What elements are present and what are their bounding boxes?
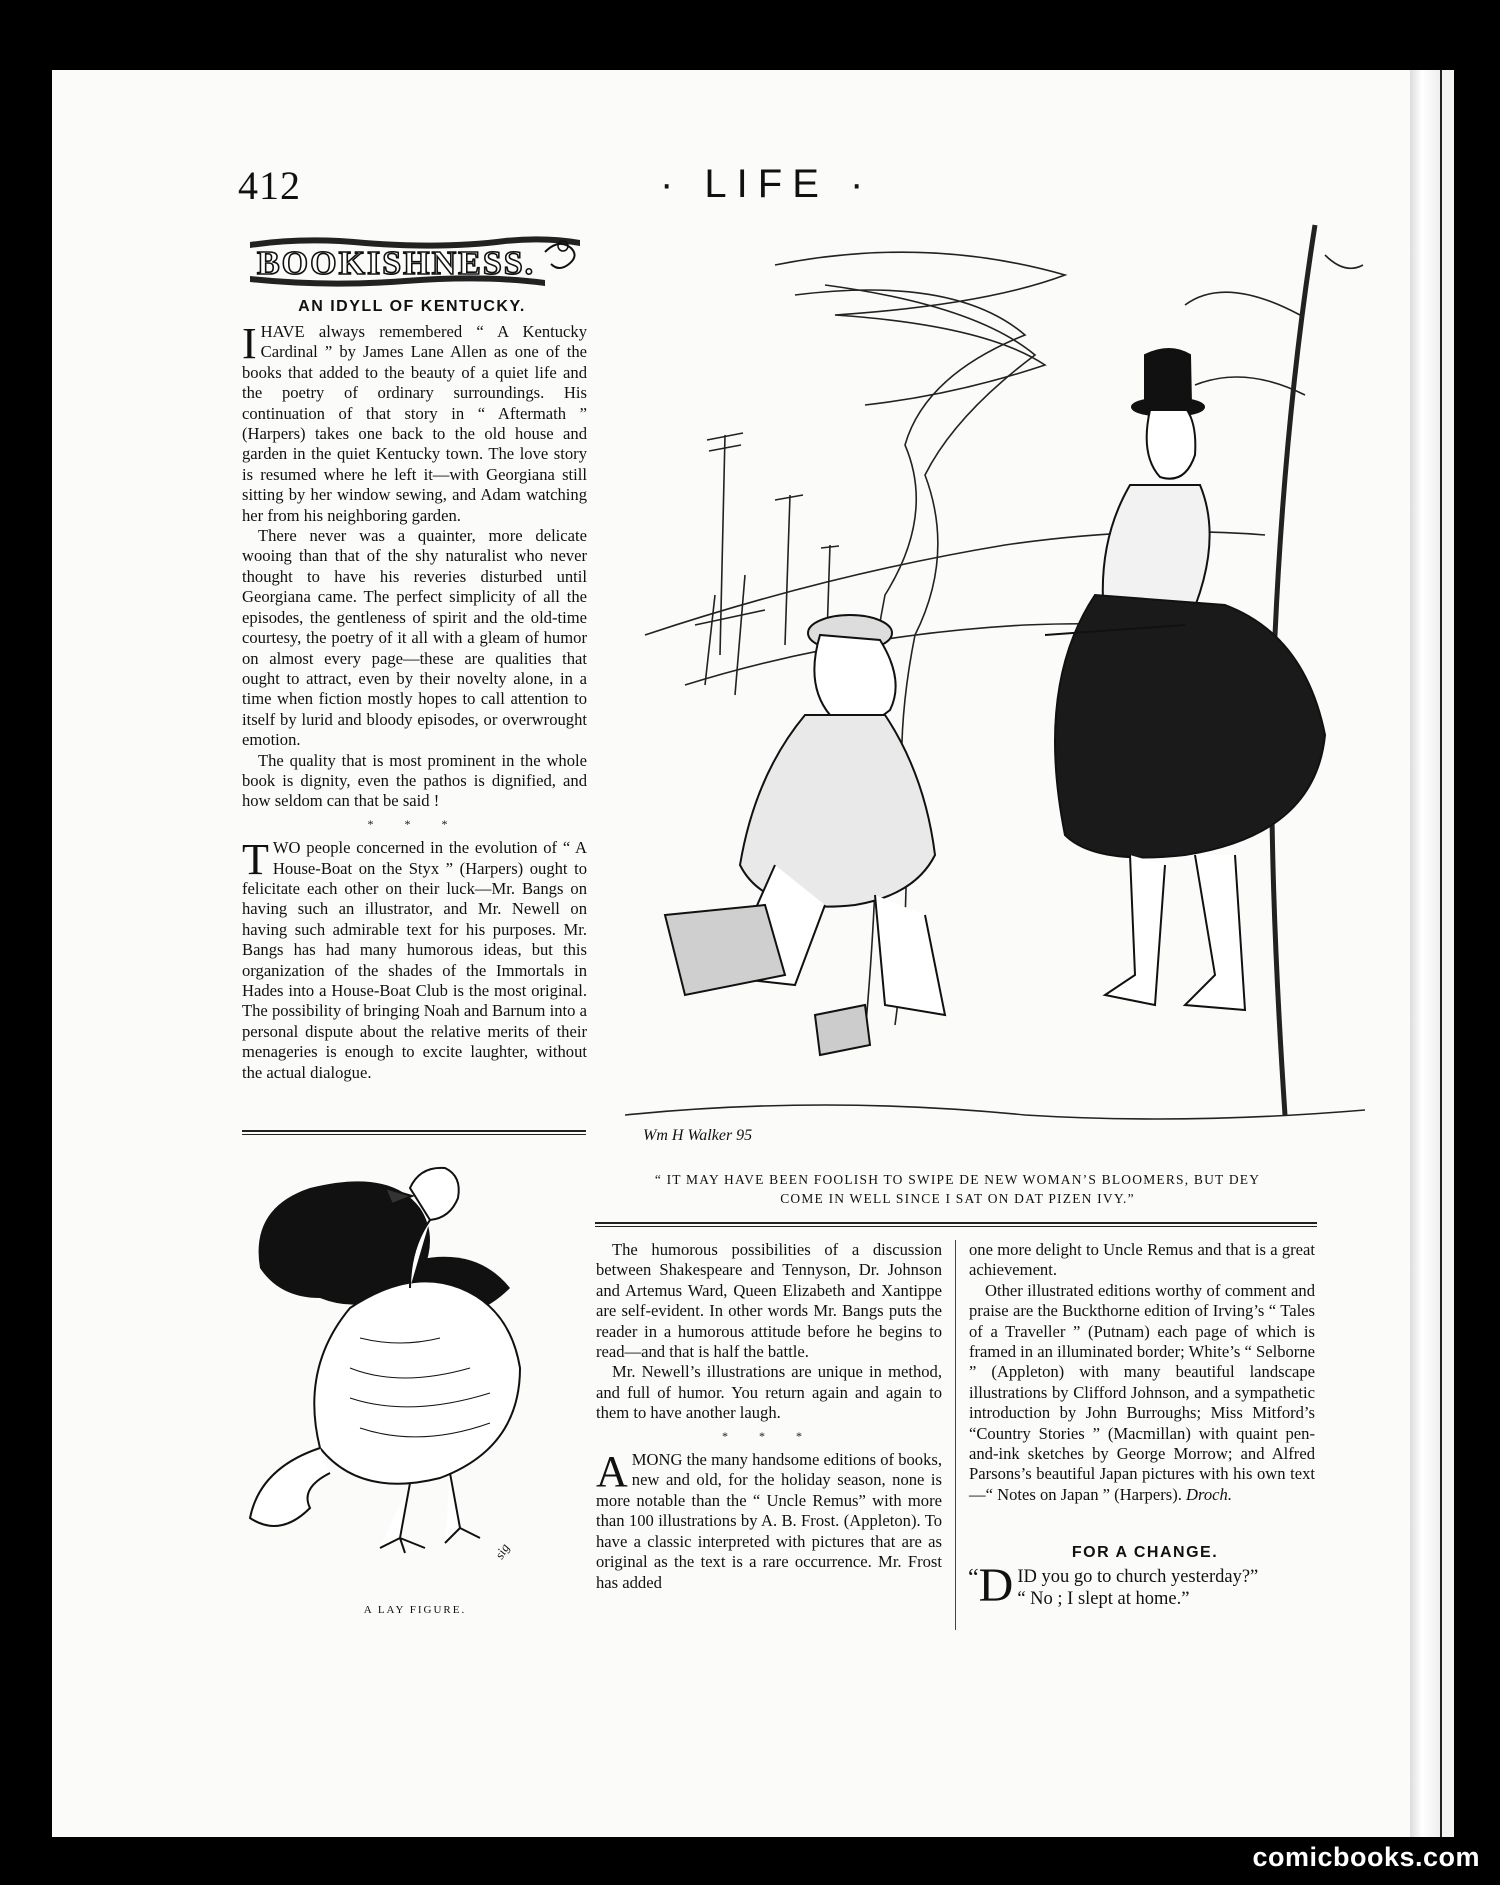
artist-signature: Wm H Walker 95 bbox=[643, 1127, 753, 1144]
paragraph: IHAVE always remembered “ A Kentucky Cardinal ” by James Lane Allen as one of the books that added to the beauty of a quiet life and the poetry of ordinary surroundings. His continuation of that story in “ Aftermath ” (Harpers) takes one back to the old house and garden in the quiet Kentucky town. The love story is resumed where he left it—with Georgiana still sitting by her window sewing, and Adam watching her from his neighboring garden. bbox=[242, 319, 587, 525]
cartoon-illustration bbox=[625, 215, 1365, 1150]
section-divider-stars: * * * bbox=[367, 816, 462, 831]
column-divider bbox=[955, 1240, 956, 1630]
bookishness-banner bbox=[245, 232, 585, 292]
paragraph: Other illustrated editions worthy of comment and praise are the Buckthorne edition of Irving’s “ Tales of a Traveller ” (Putnam) each page of which is framed in an illuminated border; White’s “ Selborne ” (Appleton) with many beautiful landscape illustrations by Clifford Johnson, and a sympathetic introduction by John Burroughs; Miss Mitford’s “Country Stories ” (Macmillan) with quaint pen-and-ink sketches by George Morrow; and Alfred Parsons’s beautiful Japan pictures with his own text—“ Notes on Japan ” (Harpers). Droch. bbox=[969, 1280, 1315, 1504]
article-heading-change: FOR A CHANGE. bbox=[1071, 1544, 1219, 1561]
svg-text:sig: sig bbox=[491, 1540, 513, 1562]
drop-cap: A bbox=[596, 1447, 628, 1497]
right-column bbox=[969, 1240, 1315, 1505]
page-number: 412 bbox=[238, 163, 301, 208]
article-heading-kentucky: AN IDYLL OF KENTUCKY. bbox=[298, 298, 526, 315]
paragraph: one more delight to Uncle Remus and that is a great achievement. bbox=[969, 1240, 1315, 1280]
site-watermark: comicbooks.com bbox=[1252, 1842, 1480, 1872]
masthead-title: · LIFE · bbox=[660, 162, 874, 206]
drop-cap: I bbox=[242, 319, 257, 368]
left-column bbox=[242, 319, 587, 1083]
banner-lettering: BOOKISHNESS. bbox=[257, 245, 536, 282]
page-gutter bbox=[1410, 70, 1440, 1837]
lay-figure-caption: A LAY FIGURE. bbox=[363, 1604, 467, 1616]
paragraph: TWO people concerned in the evolution of “ A House-Boat on the Styx ” (Harpers) ought to felicitate each other on their luck—Mr. Bangs on having such an illustrator, and Mr. Newell on having such admirable text for his purposes. Mr. Bangs has had many humorous ideas, but this organization of the shades of the Immortals in Hades into a House-Boat Club is the most original. The possibility of bringing Noah and Barnum into a personal dispute about the relative merits of their menageries is enough to excite laughter, without the actual dialogue. bbox=[242, 835, 587, 1082]
paragraph: Mr. Newell’s illustrations are unique in method, and full of humor. You return again and again to them to have another laugh. bbox=[596, 1362, 942, 1423]
drop-cap: D bbox=[978, 1559, 1014, 1612]
lay-figure-illustration bbox=[240, 1148, 590, 1573]
cartoon-caption: “ IT MAY HAVE BEEN FOOLISH TO SWIPE DE NEW WOMAN’S BLOOMERS, BUT DEY COME IN WELL SINCE I SAT ON DAT PIZEN IVY.” bbox=[654, 1172, 1261, 1206]
drop-cap: T bbox=[242, 835, 269, 885]
next-page-edge bbox=[1440, 70, 1454, 1837]
paragraph: There never was a quainter, more delicate wooing than that of the shy naturalist who never thought to have his reveries disturbed until Georgiana came. The perfect simplicity of all the episodes, the gentleness of spirit and the old-time courtesy, the poetry of it all with a gleam of humor on almost every page—these are qualities that ought to attract, even by their novelty alone, in a time when fiction mostly hopes to call attention to itself by lurid and bloody episodes, or overwrought emotion. bbox=[242, 526, 587, 750]
paragraph: The quality that is most prominent in the whole book is dignity, even the pathos is dignified, and how seldom can that be said ! bbox=[242, 750, 587, 811]
middle-column bbox=[596, 1240, 942, 1593]
paragraph: The humorous possibilities of a discussion between Shakespeare and Tennyson, Dr. Johnson and Artemus Ward, Queen Elizabeth and Xantippe are self-evident. In other words Mr. Bangs puts the reader in a humorous attitude before he begins to read—and that is half the battle. bbox=[596, 1240, 942, 1362]
quip: “ D ID you go to church yesterday?” “ No ; I slept at home.” bbox=[968, 1559, 1259, 1612]
author-signoff: Droch. bbox=[1186, 1484, 1232, 1504]
paragraph: AMONG the many handsome editions of books, new and old, for the holiday season, none is more notable than the “ Uncle Remus” with more than 100 illustrations by A. B. Frost. (Appleton). To have a classic interpreted with pictures that are as original as the text is a rare occurrence. Mr. Frost has added bbox=[596, 1447, 942, 1592]
caption-rule bbox=[595, 1222, 1317, 1227]
section-divider-stars: * * * bbox=[722, 1428, 816, 1443]
column-rule bbox=[242, 1130, 586, 1135]
